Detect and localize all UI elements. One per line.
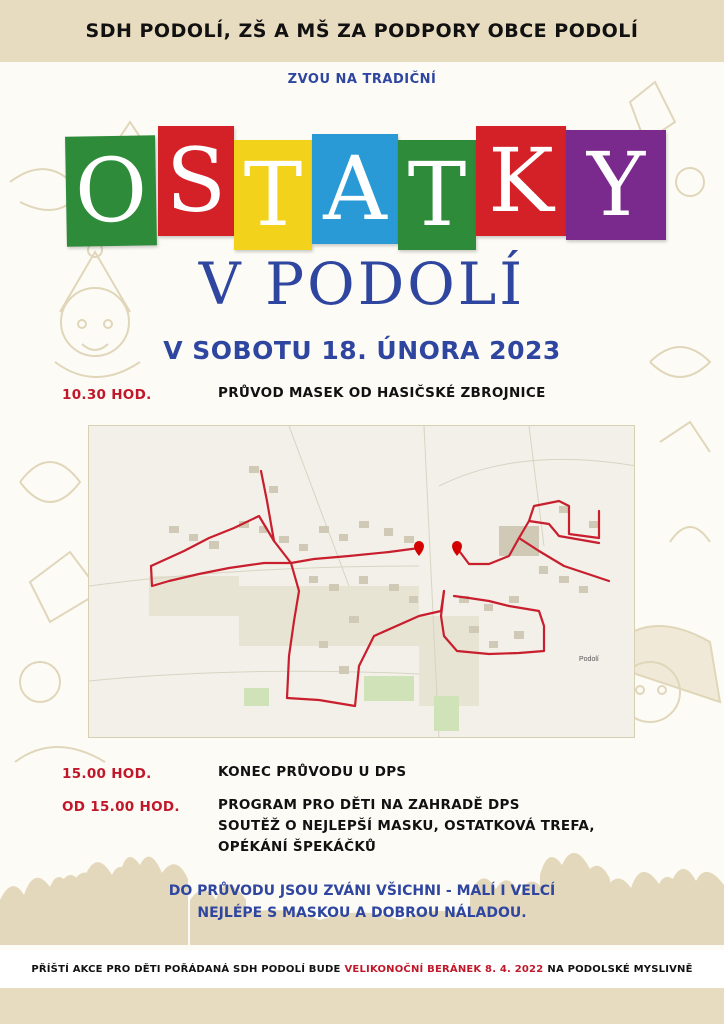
- schedule-time-1: 10.30 HOD.: [62, 387, 152, 403]
- schedule-desc-3-line: OPÉKÁNÍ ŠPEKÁČKŮ: [218, 839, 377, 855]
- invite-text: ZVOU NA TRADIČNÍ: [287, 72, 437, 87]
- schedule-time-2: 15.00 HOD.: [62, 766, 152, 782]
- event-date: V SOBOTU 18. ÚNORA 2023: [163, 336, 561, 365]
- place-title: V PODOLÍ: [198, 250, 526, 318]
- schedule-time-3: OD 15.00 HOD.: [62, 799, 180, 815]
- next-event-band: [0, 950, 724, 988]
- schedule-desc-3-line: PROGRAM PRO DĚTI NA ZAHRADĚ DPS: [218, 797, 520, 813]
- title-letter-tile: S: [158, 126, 234, 236]
- next-event-prefix: PŘÍŠTÍ AKCE PRO DĚTI POŘÁDANÁ SDH PODOLÍ BUDE: [31, 963, 341, 975]
- title-ostatky: [0, 126, 724, 246]
- route-map-svg: [89, 426, 635, 738]
- schedule-desc-3-line: SOUTĚŽ O NEJLEPŠÍ MASKU, OSTATKOVÁ TREFA,: [218, 818, 595, 834]
- crowd-silhouettes: [0, 805, 724, 945]
- invitation-note-line: DO PRŮVODU JSOU ZVÁNI VŠICHNI - MALÍ I VELCÍ: [168, 883, 556, 899]
- title-letter-tile: Y: [566, 130, 666, 240]
- footer-band: [0, 988, 724, 1024]
- schedule-desc-2: KONEC PRŮVODU U DPS: [218, 764, 407, 780]
- route-map: [88, 425, 635, 738]
- map-town-label: Podolí: [579, 656, 599, 663]
- next-event-name: VELIKONOČNÍ BERÁNEK 8. 4. 2022: [344, 963, 544, 975]
- title-letter-tile: T: [234, 140, 312, 250]
- invitation-note-line: NEJLÉPE S MASKOU A DOBROU NÁLADOU.: [197, 905, 527, 921]
- title-letter-tile: A: [312, 134, 398, 244]
- invitation-note: [0, 880, 724, 924]
- title-letter-tile: K: [476, 126, 566, 236]
- organizers-text: SDH PODOLÍ, ZŠ A MŠ ZA PODPORY OBCE PODOLÍ: [85, 20, 639, 42]
- title-letter-tile: T: [398, 140, 476, 250]
- schedule-desc-1: PRŮVOD MASEK OD HASIČSKÉ ZBROJNICE: [218, 385, 546, 401]
- next-event-suffix: NA PODOLSKÉ MYSLIVNĚ: [547, 963, 693, 975]
- title-letter-tile: O: [65, 135, 157, 247]
- header-band: [0, 0, 724, 62]
